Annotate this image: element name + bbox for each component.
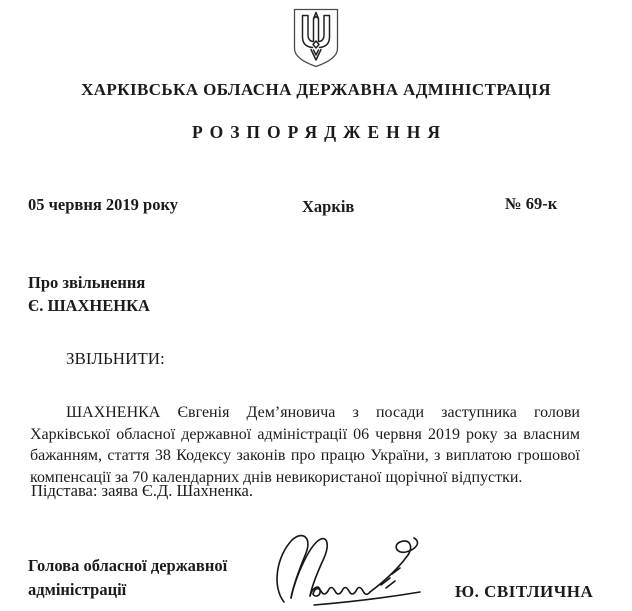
signer-title (28, 554, 227, 601)
document-city: Харків (302, 197, 355, 216)
signer-name: Ю. СВІТЛИЧНА (455, 582, 594, 601)
signer-title-line-1: Голова обласної державної (28, 556, 228, 575)
directive-verb: ЗВІЛЬНИТИ: (66, 349, 165, 368)
signer-title-line-2: адміністрації (28, 579, 127, 599)
document-date: 05 червня 2019 року (28, 195, 178, 214)
document-subject (28, 271, 150, 317)
organization-name: ХАРКІВСЬКА ОБЛАСНА ДЕРЖАВНА АДМІНІСТРАЦІЯ (81, 80, 551, 99)
basis-line: Підстава: заява Є.Д. Шахненка. (31, 481, 253, 500)
coat-of-arms-tryzub-icon (293, 8, 339, 68)
document-type-title: РОЗПОРЯДЖЕННЯ (192, 122, 447, 142)
body-paragraph: ШАХНЕНКА Євгенія Дем’яновича з посади заступника голови Харківської обласної державної адміністрації 06 червня 2019 року за власним бажанням, стаття 38 Кодексу законів про працю України, з виплатою грошової компенсації за 70 календарних днів невикористаної щорічної відпустки. (30, 404, 580, 487)
subject-line-1: Про звільнення (28, 273, 146, 292)
subject-line-2: Є. ШАХНЕНКА (28, 296, 150, 315)
signature-image (268, 531, 442, 609)
document-number: № 69-к (505, 194, 558, 213)
